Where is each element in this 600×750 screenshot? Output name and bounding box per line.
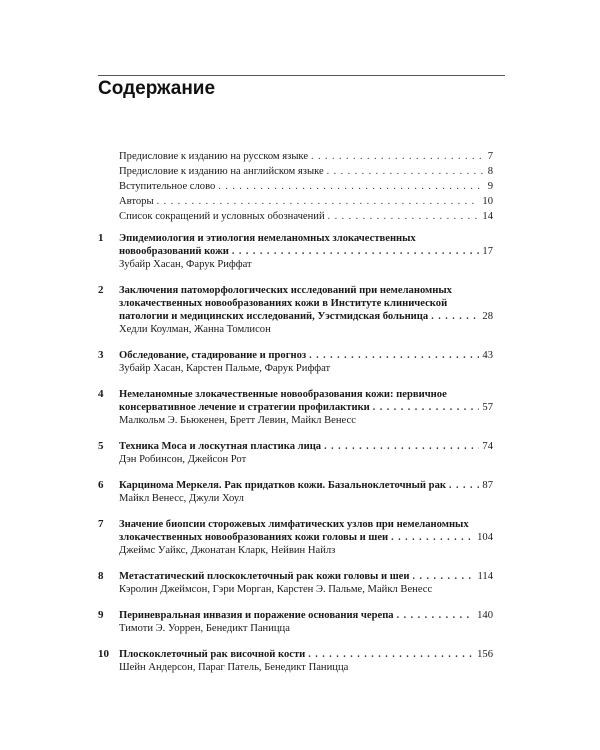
page-number: 43 [482, 350, 493, 361]
chapter-authors: Зубайр Хасан, Карстен Пальме, Фарук Риффат [119, 363, 331, 374]
page-number: 74 [482, 441, 493, 452]
page-number: 14 [482, 211, 493, 222]
chapter-number: 8 [98, 570, 104, 582]
toc-entry-front[interactable] [119, 180, 493, 193]
page-number: 7 [487, 151, 493, 162]
dot-leader [308, 648, 474, 661]
entry-title: Периневральная инвазия и поражение основания черепа [119, 610, 394, 621]
entry-title: Метастатический плоскоклеточный рак кожи головы и шеи [119, 571, 410, 582]
dot-leader [328, 210, 480, 223]
chapter-authors: Шейн Андерсон, Параг Патель, Бенедикт Паницца [119, 662, 349, 673]
chapter-title-line[interactable]: Значение биопсии сторожевых лимфатических узлов при немеланомных [119, 519, 469, 530]
chapter-authors: Тимоти Э. Уоррен, Бенедикт Паницца [119, 623, 290, 634]
dot-leader [311, 150, 485, 163]
chapter-title-last[interactable] [119, 648, 493, 661]
dot-leader [324, 440, 479, 453]
chapter-number: 4 [98, 388, 104, 400]
chapter-title-last[interactable] [119, 245, 493, 258]
entry-title: Обследование, стадирование и прогноз [119, 350, 307, 361]
chapter-title-line[interactable]: злокачественных новообразованиях кожи в Институте клинической [119, 298, 448, 309]
chapter-title-last[interactable] [119, 440, 493, 453]
page-number: 57 [482, 402, 493, 413]
page-number: 8 [487, 166, 493, 177]
page-number: 156 [477, 649, 493, 660]
chapter-number: 3 [98, 349, 104, 361]
dot-leader [391, 531, 474, 544]
page-number: 104 [477, 532, 493, 543]
entry-title: Вступительное слово [119, 181, 216, 192]
entry-title: Техника Моса и лоскутная пластика лица [119, 441, 322, 452]
entry-title: Плоскоклеточный рак височной кости [119, 649, 306, 660]
chapter-authors: Джеймс Уайкс, Джонатан Кларк, Нейвин Найлз [119, 545, 336, 556]
dot-leader [373, 401, 480, 414]
chapter-number: 5 [98, 440, 104, 452]
page-number: 17 [482, 246, 493, 257]
dot-leader [397, 609, 475, 622]
chapter-authors: Майкл Венесс, Джули Хоул [119, 493, 244, 504]
chapter-authors: Малкольм Э. Бьюкенен, Бретт Левин, Майкл Венесс [119, 415, 356, 426]
top-rule [98, 75, 505, 76]
chapter-number: 2 [98, 284, 104, 296]
dot-leader [157, 195, 480, 208]
chapter-title-last[interactable] [119, 609, 493, 622]
chapter-number: 10 [98, 648, 109, 660]
chapter-title-last[interactable] [119, 531, 493, 544]
page-number: 28 [482, 311, 493, 322]
entry-title: Список сокращений и условных обозначений [119, 211, 325, 222]
toc-entry-front[interactable] [119, 195, 493, 208]
chapter-number: 1 [98, 232, 104, 244]
chapter-title-last[interactable] [119, 479, 493, 492]
page-number: 9 [487, 181, 493, 192]
chapter-title-line[interactable]: Заключения патоморфологических исследований при немеланомных [119, 285, 452, 296]
dot-leader [412, 570, 474, 583]
entry-title: Авторы [119, 196, 154, 207]
entry-title: Карцинома Меркеля. Рак придатков кожи. Базальноклеточный рак [119, 480, 446, 491]
entry-title: патологии и медицинских исследований, Уэстмидская больница [119, 311, 429, 322]
entry-title: злокачественных новообразованиях кожи головы и шеи [119, 532, 389, 543]
page-number: 114 [477, 571, 493, 582]
chapter-authors: Хедли Коулман, Жанна Томлисон [119, 324, 271, 335]
page-number: 140 [477, 610, 493, 621]
dot-leader [327, 165, 485, 178]
dot-leader [218, 180, 484, 193]
toc-entry-front[interactable] [119, 150, 493, 163]
entry-title: Предисловие к изданию на английском языке [119, 166, 324, 177]
dot-leader [431, 310, 479, 323]
page-number: 87 [482, 480, 493, 491]
chapter-number: 9 [98, 609, 104, 621]
dot-leader [232, 245, 480, 258]
toc-entry-front[interactable] [119, 165, 493, 178]
entry-title: новообразований кожи [119, 246, 229, 257]
toc-entry-front[interactable] [119, 210, 493, 223]
chapter-number: 7 [98, 518, 104, 530]
entry-title: консервативное лечение и стратегии профилактики [119, 402, 370, 413]
chapter-authors: Зубайр Хасан, Фарук Риффат [119, 259, 252, 270]
page-number: 10 [482, 196, 493, 207]
chapter-title-last[interactable] [119, 310, 493, 323]
chapter-number: 6 [98, 479, 104, 491]
dot-leader [309, 349, 479, 362]
dot-leader [449, 479, 479, 492]
chapter-title-last[interactable] [119, 401, 493, 414]
chapter-authors: Дэн Робинсон, Джейсон Рот [119, 454, 247, 465]
entry-title: Предисловие к изданию на русском языке [119, 151, 309, 162]
chapter-title-line[interactable]: Немеланомные злокачественные новообразования кожи: первичное [119, 389, 447, 400]
page-title: Содержание [98, 78, 216, 99]
chapter-title-line[interactable]: Эпидемиология и этиология немеланомных злокачественных [119, 233, 416, 244]
chapter-title-last[interactable] [119, 570, 493, 583]
chapter-title-last[interactable] [119, 349, 493, 362]
chapter-authors: Кэролин Джеймсон, Гэри Морган, Карстен Э. Пальме, Майкл Венесс [119, 584, 433, 595]
